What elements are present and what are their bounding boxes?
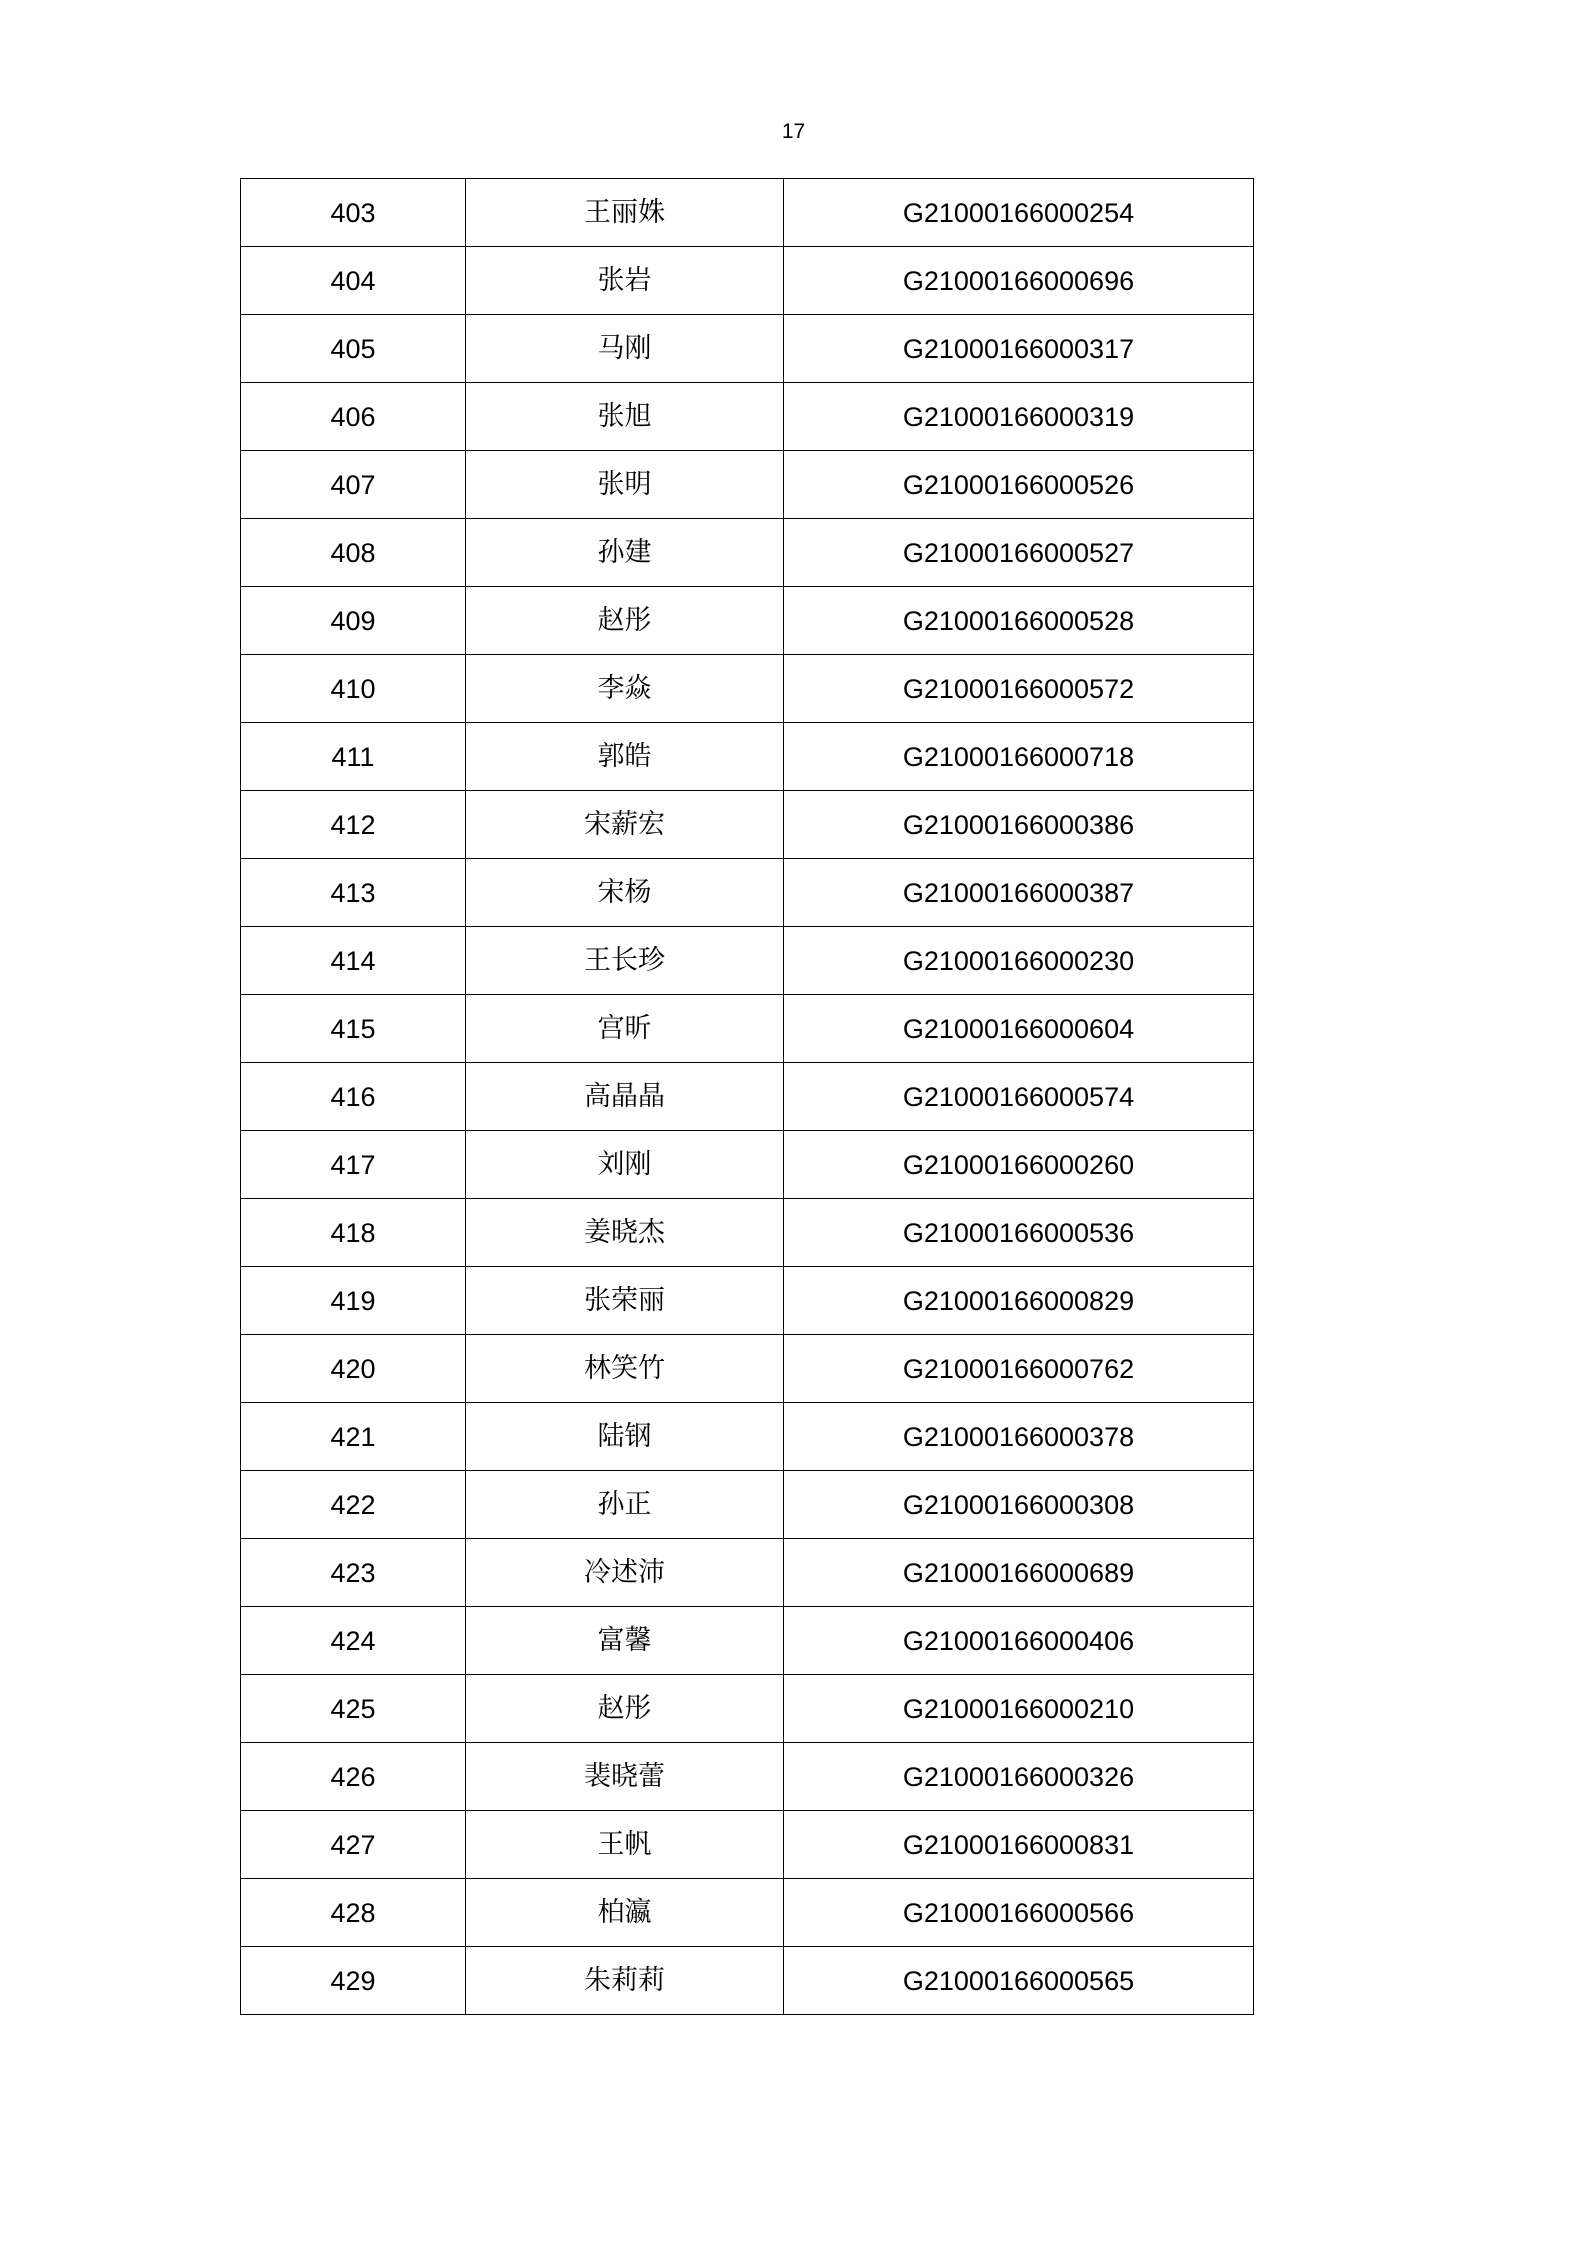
table-row [241, 519, 1254, 587]
table-row [241, 451, 1254, 519]
name-cell: 郭皓 [466, 723, 784, 791]
name-cell: 王长珍 [466, 927, 784, 995]
certificate-id-cell: G21000166000526 [784, 451, 1254, 519]
name-cell: 陆钢 [466, 1403, 784, 1471]
certificate-id-cell: G21000166000829 [784, 1267, 1254, 1335]
name-cell: 张岩 [466, 247, 784, 315]
name-cell: 宋杨 [466, 859, 784, 927]
certificate-id-cell: G21000166000762 [784, 1335, 1254, 1403]
row-number-cell: 423 [241, 1539, 466, 1607]
table-row [241, 927, 1254, 995]
row-number-cell: 409 [241, 587, 466, 655]
row-number-cell: 415 [241, 995, 466, 1063]
certificate-id-cell: G21000166000572 [784, 655, 1254, 723]
row-number-cell: 422 [241, 1471, 466, 1539]
row-number-cell: 408 [241, 519, 466, 587]
row-number-cell: 419 [241, 1267, 466, 1335]
name-cell: 宋薪宏 [466, 791, 784, 859]
certificate-id-cell: G21000166000210 [784, 1675, 1254, 1743]
name-cell: 张明 [466, 451, 784, 519]
row-number-cell: 406 [241, 383, 466, 451]
name-cell: 张荣丽 [466, 1267, 784, 1335]
certificate-id-cell: G21000166000387 [784, 859, 1254, 927]
table-row [241, 1199, 1254, 1267]
table-row [241, 1947, 1254, 2015]
row-number-cell: 413 [241, 859, 466, 927]
certificate-id-cell: G21000166000689 [784, 1539, 1254, 1607]
row-number-cell: 412 [241, 791, 466, 859]
table-row [241, 1471, 1254, 1539]
name-cell: 刘刚 [466, 1131, 784, 1199]
certificate-id-cell: G21000166000527 [784, 519, 1254, 587]
table-row [241, 859, 1254, 927]
name-cell: 张旭 [466, 383, 784, 451]
table-row [241, 1063, 1254, 1131]
name-cell: 赵彤 [466, 1675, 784, 1743]
row-number-cell: 403 [241, 179, 466, 247]
table-row [241, 1131, 1254, 1199]
name-cell: 朱莉莉 [466, 1947, 784, 2015]
table-row [241, 723, 1254, 791]
certificate-id-cell: G21000166000319 [784, 383, 1254, 451]
certificate-id-cell: G21000166000604 [784, 995, 1254, 1063]
name-cell: 富馨 [466, 1607, 784, 1675]
name-cell: 林笑竹 [466, 1335, 784, 1403]
table-row [241, 1743, 1254, 1811]
certificate-id-cell: G21000166000565 [784, 1947, 1254, 2015]
name-cell: 孙建 [466, 519, 784, 587]
certificate-id-cell: G21000166000254 [784, 179, 1254, 247]
name-cell: 裴晓蕾 [466, 1743, 784, 1811]
row-number-cell: 426 [241, 1743, 466, 1811]
certificate-id-cell: G21000166000566 [784, 1879, 1254, 1947]
certificate-id-cell: G21000166000528 [784, 587, 1254, 655]
row-number-cell: 429 [241, 1947, 466, 2015]
certificate-id-cell: G21000166000574 [784, 1063, 1254, 1131]
row-number-cell: 416 [241, 1063, 466, 1131]
name-cell: 赵彤 [466, 587, 784, 655]
roster-table-body [241, 179, 1254, 2015]
table-row [241, 995, 1254, 1063]
certificate-id-cell: G21000166000386 [784, 791, 1254, 859]
name-cell: 王帆 [466, 1811, 784, 1879]
table-row [241, 179, 1254, 247]
certificate-id-cell: G21000166000696 [784, 247, 1254, 315]
row-number-cell: 417 [241, 1131, 466, 1199]
row-number-cell: 405 [241, 315, 466, 383]
certificate-id-cell: G21000166000260 [784, 1131, 1254, 1199]
row-number-cell: 407 [241, 451, 466, 519]
table-row [241, 315, 1254, 383]
page-number: 17 [781, 120, 806, 143]
table-row [241, 1267, 1254, 1335]
table-row [241, 383, 1254, 451]
certificate-id-cell: G21000166000230 [784, 927, 1254, 995]
table-row [241, 791, 1254, 859]
row-number-cell: 428 [241, 1879, 466, 1947]
table-row [241, 587, 1254, 655]
name-cell: 马刚 [466, 315, 784, 383]
certificate-id-cell: G21000166000406 [784, 1607, 1254, 1675]
table-row [241, 1607, 1254, 1675]
name-cell: 高晶晶 [466, 1063, 784, 1131]
name-cell: 姜晓杰 [466, 1199, 784, 1267]
row-number-cell: 421 [241, 1403, 466, 1471]
row-number-cell: 404 [241, 247, 466, 315]
row-number-cell: 418 [241, 1199, 466, 1267]
certificate-id-cell: G21000166000378 [784, 1403, 1254, 1471]
row-number-cell: 424 [241, 1607, 466, 1675]
table-row [241, 1335, 1254, 1403]
row-number-cell: 414 [241, 927, 466, 995]
certificate-id-cell: G21000166000308 [784, 1471, 1254, 1539]
name-cell: 宫昕 [466, 995, 784, 1063]
table-row [241, 247, 1254, 315]
name-cell: 王丽姝 [466, 179, 784, 247]
certificate-id-cell: G21000166000536 [784, 1199, 1254, 1267]
row-number-cell: 427 [241, 1811, 466, 1879]
row-number-cell: 411 [241, 723, 466, 791]
certificate-id-cell: G21000166000718 [784, 723, 1254, 791]
name-cell: 孙正 [466, 1471, 784, 1539]
roster-table [240, 178, 1254, 2015]
table-row [241, 1539, 1254, 1607]
name-cell: 李焱 [466, 655, 784, 723]
table-row [241, 1675, 1254, 1743]
row-number-cell: 420 [241, 1335, 466, 1403]
table-row [241, 1403, 1254, 1471]
certificate-id-cell: G21000166000317 [784, 315, 1254, 383]
name-cell: 冷述沛 [466, 1539, 784, 1607]
table-row [241, 655, 1254, 723]
row-number-cell: 410 [241, 655, 466, 723]
name-cell: 柏瀛 [466, 1879, 784, 1947]
table-row [241, 1811, 1254, 1879]
table-row [241, 1879, 1254, 1947]
row-number-cell: 425 [241, 1675, 466, 1743]
certificate-id-cell: G21000166000831 [784, 1811, 1254, 1879]
certificate-id-cell: G21000166000326 [784, 1743, 1254, 1811]
